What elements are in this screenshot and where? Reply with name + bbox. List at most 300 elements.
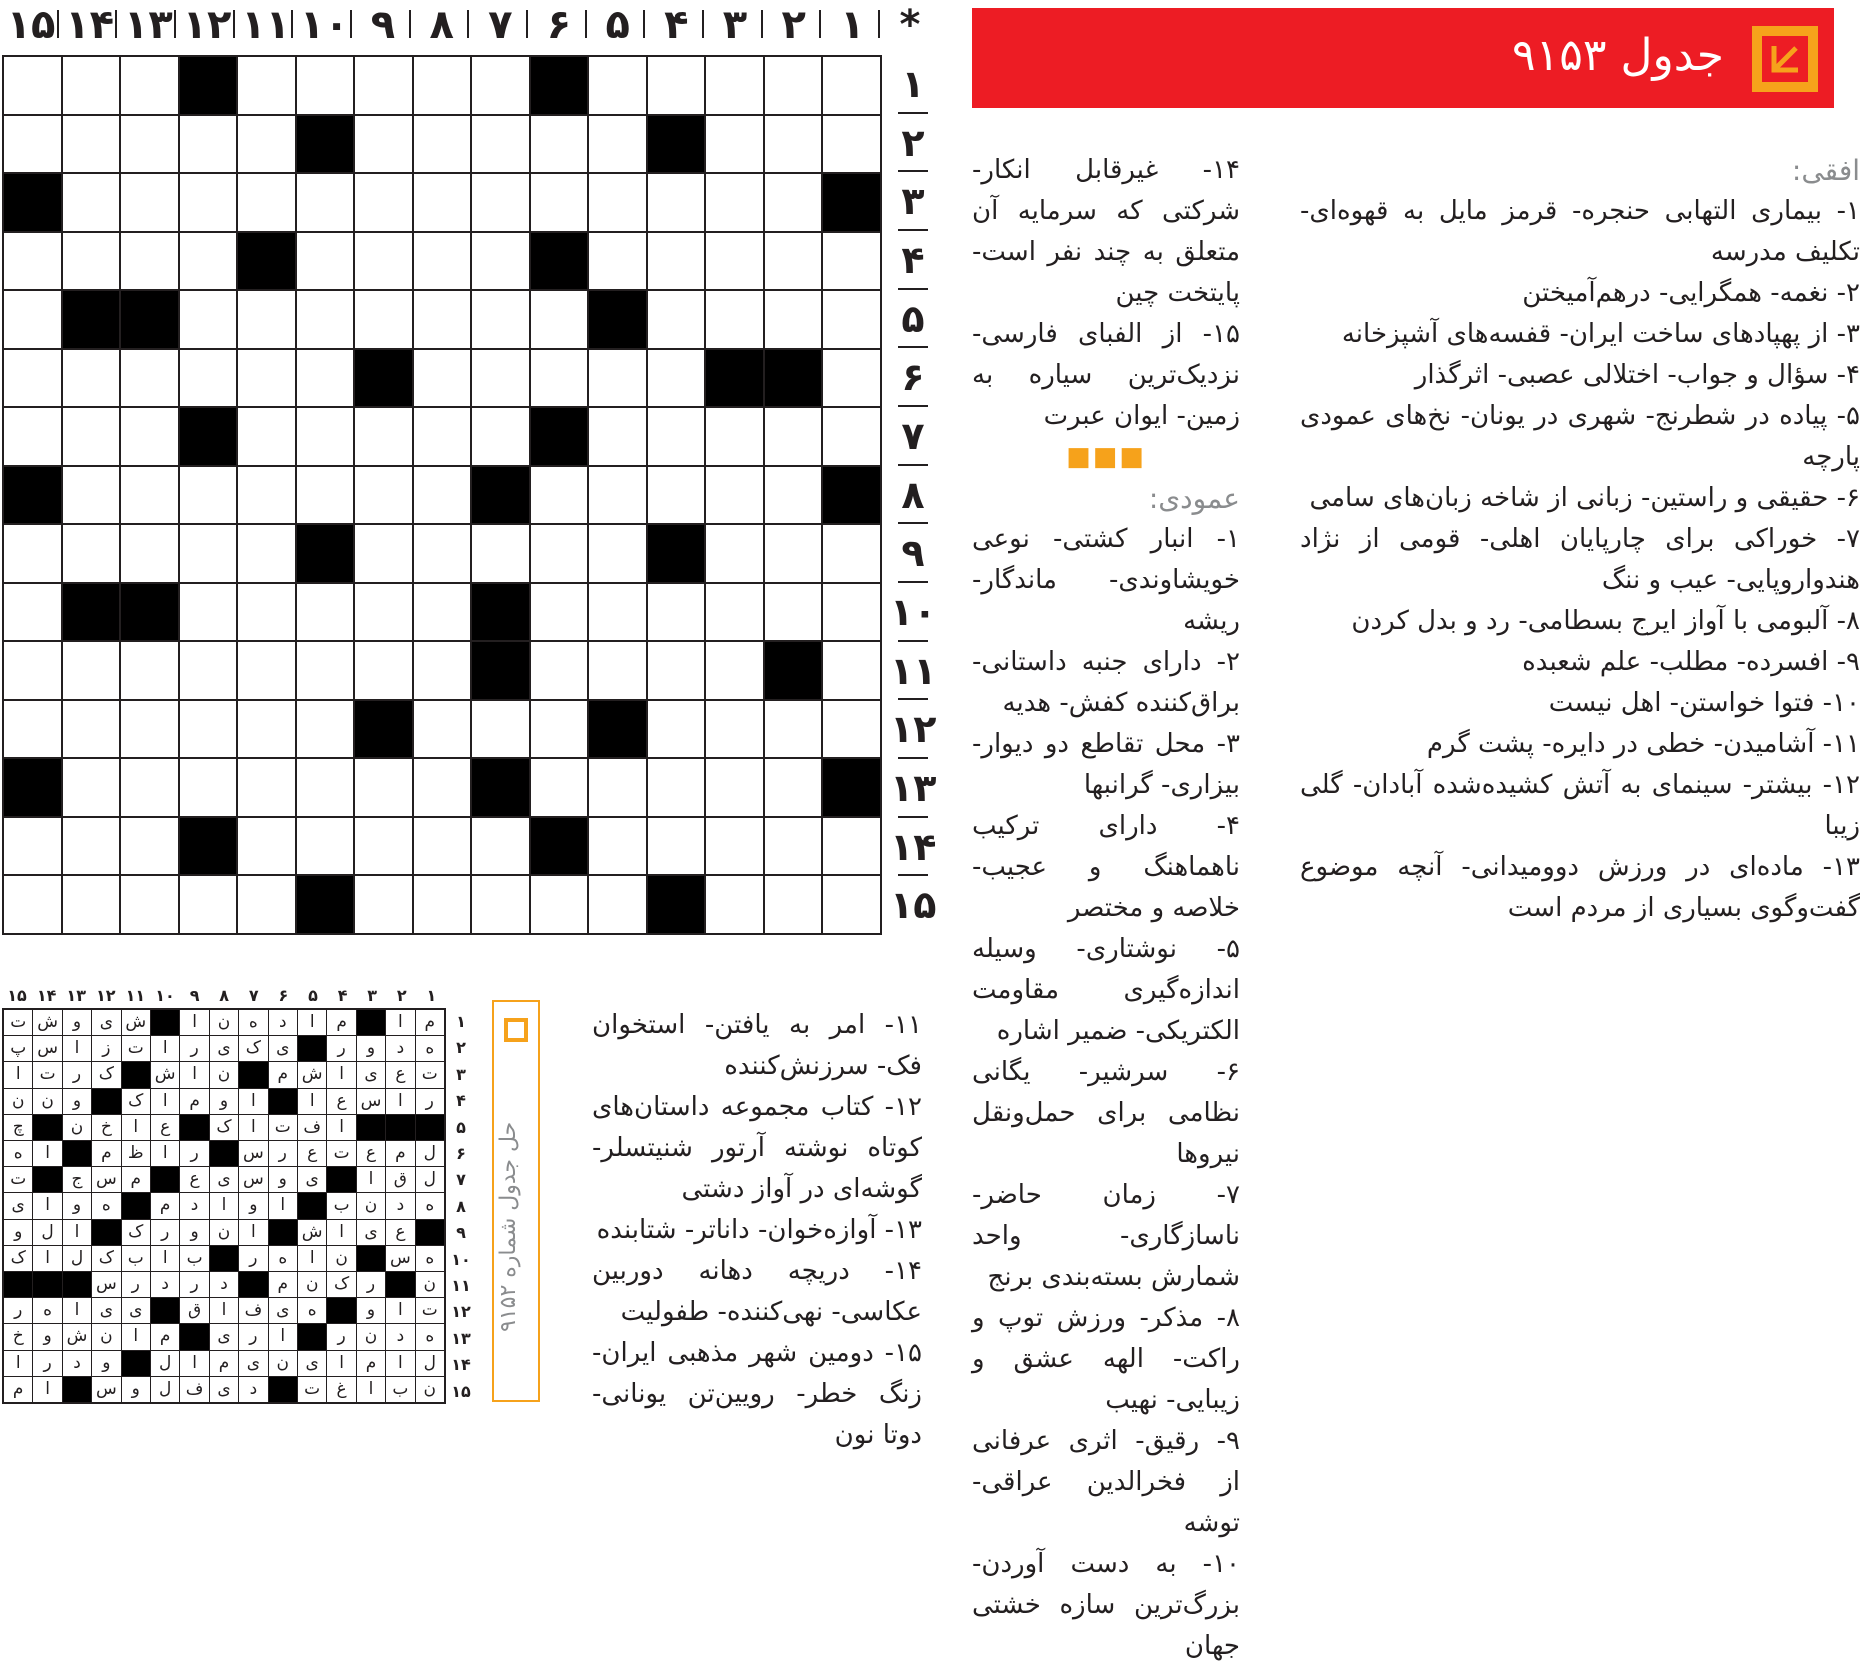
grid-cell[interactable] [121,818,178,875]
grid-cell[interactable] [4,876,61,933]
solution-cell: ک [4,1246,32,1271]
solution-cell: م [210,1351,238,1376]
grid-cell[interactable] [589,408,646,465]
grid-cell[interactable] [355,818,412,875]
grid-cell[interactable] [472,408,529,465]
grid-cell[interactable] [414,174,471,231]
grid-cell[interactable] [238,116,295,173]
solution-cell: پ [4,1036,32,1061]
grid-cell[interactable] [355,174,412,231]
grid-cell[interactable] [589,525,646,582]
solution-cell: ر [327,1036,355,1061]
solution-cell: ی [92,1010,120,1035]
grid-cell[interactable] [472,876,529,933]
solution-cell: ن [357,1193,385,1218]
grid-cell[interactable] [355,57,412,114]
grid-cell[interactable] [414,116,471,173]
grid-cell[interactable] [765,291,822,348]
solution-black-cell [63,1272,91,1297]
solution-cell: د [386,1324,414,1349]
grid-cell[interactable] [180,759,237,816]
grid-cell[interactable] [472,350,529,407]
grid-cell[interactable] [706,467,763,524]
grid-cell[interactable] [531,759,588,816]
solution-row-number: ۴ [456,1091,466,1111]
grid-cell[interactable] [180,467,237,524]
solution-column-number: ۶ [278,986,289,1005]
grid-cell[interactable] [706,642,763,699]
grid-cell[interactable] [765,233,822,290]
grid-cell[interactable] [648,467,705,524]
grid-cell[interactable] [414,818,471,875]
grid-cell[interactable] [589,584,646,641]
solution-cell: ب [386,1377,414,1402]
solution-cell: ی [269,1036,297,1061]
grid-cell[interactable] [648,701,705,758]
grid-cell[interactable] [414,642,471,699]
grid-cell[interactable] [121,116,178,173]
grid-cell[interactable] [414,759,471,816]
solution-cell: ه [416,1036,444,1061]
solution-row-number: ۸ [456,1196,466,1216]
grid-cell[interactable] [297,291,354,348]
grid-cell[interactable] [706,701,763,758]
row-number: ۸ [901,472,925,517]
solution-cell: ت [269,1115,297,1140]
solution-row-number: ۱۳ [451,1328,471,1348]
grid-cell[interactable] [355,525,412,582]
grid-cell[interactable] [4,818,61,875]
column-number: ۱۱ [241,2,291,48]
grid-cell[interactable] [823,233,880,290]
solution-cell: ه [239,1010,267,1035]
grid-cell[interactable] [121,759,178,816]
grid-cell[interactable] [414,233,471,290]
grid-cell[interactable] [63,467,120,524]
grid-cell[interactable] [121,57,178,114]
row-number: ۱۱ [890,648,937,693]
row-number: ۶ [901,355,925,400]
grid-cell[interactable] [238,759,295,816]
grid-cell[interactable] [297,350,354,407]
solution-cell: ک [239,1036,267,1061]
grid-cell[interactable] [238,57,295,114]
grid-cell[interactable] [63,525,120,582]
grid-cell[interactable] [414,876,471,933]
solution-cell: ش [63,1324,91,1349]
grid-cell[interactable] [297,467,354,524]
solution-cell: س [92,1377,120,1402]
solution-cell: ا [327,1351,355,1376]
grid-cell[interactable] [180,291,237,348]
grid-cell[interactable] [63,759,120,816]
grid-cell[interactable] [589,57,646,114]
grid-cell[interactable] [180,876,237,933]
grid-cell[interactable] [355,584,412,641]
clue-item: ۵- نوشتاری- وسیله اندازه‌گیری مقاومت الکتریکی- ضمیر اشاره [972,934,1240,1046]
solution-cell: ر [180,1272,208,1297]
grid-cell[interactable] [63,701,120,758]
grid-cell[interactable] [297,818,354,875]
grid-cell[interactable] [648,291,705,348]
solution-cell: ا [298,1089,326,1114]
grid-cell[interactable] [238,291,295,348]
solution-cell: ن [210,1062,238,1087]
grid-cell[interactable] [355,876,412,933]
grid-cell[interactable] [765,876,822,933]
grid-cell[interactable] [648,233,705,290]
solution-black-cell [298,1324,326,1349]
grid-cell[interactable] [414,408,471,465]
solution-cell: ی [122,1298,150,1323]
grid-cell[interactable] [4,233,61,290]
grid-cell[interactable] [589,759,646,816]
grid-cell[interactable] [180,233,237,290]
solution-black-cell [269,1089,297,1114]
row-separator [898,874,928,876]
solution-black-cell [298,1036,326,1061]
solution-cell: ن [269,1351,297,1376]
grid-cell[interactable] [63,408,120,465]
grid-cell[interactable] [589,116,646,173]
grid-cell[interactable] [765,467,822,524]
grid-cell[interactable] [589,350,646,407]
column-separator [57,10,59,38]
grid-cell[interactable] [765,818,822,875]
solution-cell: ک [210,1115,238,1140]
grid-cell[interactable] [589,233,646,290]
grid-cell[interactable] [765,701,822,758]
grid-cell[interactable] [121,233,178,290]
grid-cell[interactable] [823,291,880,348]
row-separator [898,581,928,583]
black-cell [823,467,880,524]
solution-column-number: ۲ [396,986,407,1005]
grid-cell[interactable] [765,57,822,114]
grid-cell[interactable] [765,584,822,641]
grid-cell[interactable] [238,818,295,875]
grid-cell[interactable] [297,233,354,290]
grid-cell[interactable] [238,350,295,407]
column-number: ۹ [370,2,396,48]
grid-cell[interactable] [121,350,178,407]
black-cell [706,350,763,407]
horizontal-title: افقی: [1791,154,1860,187]
column-separator [467,10,469,38]
black-cell [531,233,588,290]
grid-cell[interactable] [823,701,880,758]
solution-cell: م [269,1062,297,1087]
clue-item: ۷- خوراکی برای چارپایان اهلی- قومی از نژاد هندواروپایی- عیب و ننگ [1300,524,1860,595]
grid-cell[interactable] [823,642,880,699]
grid-cell[interactable] [297,174,354,231]
solution-cell: و [357,1036,385,1061]
row-separator [898,405,928,407]
grid-cell[interactable] [297,701,354,758]
solution-column-number: ۷ [248,986,259,1005]
grid-cell[interactable] [355,467,412,524]
grid-cell[interactable] [531,291,588,348]
row-number: ۳ [901,179,925,224]
grid-cell[interactable] [355,408,412,465]
grid-cell[interactable] [531,350,588,407]
grid-cell[interactable] [648,818,705,875]
grid-cell[interactable] [648,174,705,231]
column-number: ۱۳ [123,2,173,48]
grid-cell[interactable] [63,174,120,231]
column-number: ۱ [840,2,865,48]
solution-cell: ر [269,1141,297,1166]
grid-cell[interactable] [823,818,880,875]
grid-cell[interactable] [355,642,412,699]
grid-cell[interactable] [589,642,646,699]
solution-cell: ش [122,1010,150,1035]
grid-cell[interactable] [238,174,295,231]
grid-cell[interactable] [531,116,588,173]
black-cell [589,291,646,348]
grid-cell[interactable] [531,876,588,933]
solution-cell: م [416,1010,444,1035]
solution-cell: م [4,1377,32,1402]
solution-black-cell [122,1351,150,1376]
solution-black-cell [269,1377,297,1402]
grid-cell[interactable] [238,584,295,641]
grid-cell[interactable] [531,701,588,758]
grid-cell[interactable] [355,291,412,348]
grid-cell[interactable] [472,701,529,758]
grid-cell[interactable] [589,876,646,933]
grid-cell[interactable] [63,116,120,173]
grid-cell[interactable] [648,350,705,407]
solution-cell: ا [180,1351,208,1376]
grid-cell[interactable] [765,759,822,816]
grid-cell[interactable] [297,57,354,114]
grid-cell[interactable] [4,642,61,699]
grid-cell[interactable] [472,116,529,173]
vertical-title: عمودی: [1148,482,1240,515]
grid-cell[interactable] [238,876,295,933]
grid-cell[interactable] [180,701,237,758]
grid-cell[interactable] [180,174,237,231]
grid-cell[interactable] [648,759,705,816]
grid-cell[interactable] [63,818,120,875]
grid-cell[interactable] [355,116,412,173]
solution-cell: م [151,1193,179,1218]
solution-cell: و [33,1324,61,1349]
grid-cell[interactable] [706,291,763,348]
grid-cell[interactable] [706,876,763,933]
grid-cell[interactable] [121,467,178,524]
grid-cell[interactable] [648,584,705,641]
grid-cell[interactable] [4,350,61,407]
solution-cell: ه [269,1246,297,1271]
grid-cell[interactable] [472,818,529,875]
grid-cell[interactable] [4,408,61,465]
grid-cell[interactable] [706,525,763,582]
grid-cell[interactable] [4,291,61,348]
clue-item: ۱۴- دریچه دهانه دوربین عکاسی- نهی‌کننده- طفولیت [592,1256,922,1327]
grid-cell[interactable] [472,174,529,231]
solution-title-box [492,1000,540,1402]
grid-cell[interactable] [297,584,354,641]
row-number: ۹ [901,531,925,576]
solution-cell: ا [239,1115,267,1140]
grid-cell[interactable] [706,584,763,641]
arrow-icon [1762,36,1808,82]
grid-cell[interactable] [63,350,120,407]
grid-cell[interactable] [648,57,705,114]
solution-title: حل جدول شماره ۹۱۵۲ [496,1121,521,1333]
grid-cell[interactable] [531,174,588,231]
solution-black-cell [33,1115,61,1140]
grid-cell[interactable] [531,525,588,582]
column-number: ۸ [429,2,454,48]
grid-cell[interactable] [648,408,705,465]
solution-black-cell [386,1272,414,1297]
solution-row-number: ۵ [456,1117,466,1137]
grid-cell[interactable] [472,291,529,348]
grid-cell[interactable] [472,525,529,582]
grid-cell[interactable] [765,116,822,173]
grid-cell[interactable] [648,642,705,699]
grid-cell[interactable] [765,408,822,465]
grid-cell[interactable] [121,642,178,699]
row-separator [898,464,928,466]
grid-cell[interactable] [414,57,471,114]
solution-black-cell [92,1089,120,1114]
grid-cell[interactable] [706,818,763,875]
grid-cell[interactable] [823,116,880,173]
logo-icon [504,1018,528,1042]
grid-cell[interactable] [706,759,763,816]
grid-cell[interactable] [706,233,763,290]
black-cell [297,116,354,173]
solution-cell: ی [298,1167,326,1192]
grid-cell[interactable] [121,525,178,582]
grid-cell[interactable] [121,701,178,758]
solution-cell: خ [92,1115,120,1140]
grid-cell[interactable] [180,525,237,582]
grid-cell[interactable] [121,408,178,465]
solution-cell: ز [92,1036,120,1061]
row-number: ۴ [901,238,925,282]
grid-cell[interactable] [472,233,529,290]
grid-cell[interactable] [823,584,880,641]
solution-cell: ا [298,1010,326,1035]
grid-cell[interactable] [414,467,471,524]
grid-cell[interactable] [297,642,354,699]
grid-cell[interactable] [297,759,354,816]
solution-column-number: ۹ [189,986,200,1005]
solution-black-cell [122,1193,150,1218]
column-number: ۷ [488,2,513,48]
grid-cell[interactable] [765,174,822,231]
solution-cell: ا [386,1351,414,1376]
grid-cell[interactable] [355,759,412,816]
grid-cell[interactable] [63,57,120,114]
clue-item: ۱۳- ماده‌ای در ورزش دوومیدانی- آنچه موضوع گفت‌و‌گوی بسیاری از مردم است [1300,852,1860,923]
solution-cell: ل [63,1246,91,1271]
grid-cell[interactable] [823,525,880,582]
grid-cell[interactable] [4,584,61,641]
grid-cell[interactable] [63,233,120,290]
grid-cell[interactable] [414,584,471,641]
grid-cell[interactable] [706,174,763,231]
grid-cell[interactable] [706,57,763,114]
grid-cell[interactable] [706,408,763,465]
grid-cell[interactable] [238,642,295,699]
grid-cell[interactable] [238,467,295,524]
grid-cell[interactable] [589,174,646,231]
solution-cell: ف [180,1377,208,1402]
solution-cell: ع [386,1220,414,1245]
grid-cell[interactable] [589,467,646,524]
column-number: ۳ [722,2,748,48]
grid-cell[interactable] [823,57,880,114]
crossword-grid[interactable] [2,55,882,935]
grid-cell[interactable] [414,701,471,758]
clue-item: ۴- سؤال و جواب- اختلالی عصبی- اثرگذار [1414,360,1860,390]
solution-cell: ا [210,1193,238,1218]
grid-cell[interactable] [4,701,61,758]
grid-cell[interactable] [531,584,588,641]
solution-black-cell [151,1298,179,1323]
grid-cell[interactable] [238,408,295,465]
grid-cell[interactable] [63,642,120,699]
grid-cell[interactable] [823,876,880,933]
grid-cell[interactable] [180,116,237,173]
grid-cell[interactable] [238,701,295,758]
grid-cell[interactable] [63,876,120,933]
grid-cell[interactable] [414,291,471,348]
black-cell [531,57,588,114]
grid-cell[interactable] [531,642,588,699]
column-number: ۴ [664,2,689,48]
solution-cell: م [386,1141,414,1166]
grid-cell[interactable] [414,525,471,582]
solution-cell: ا [210,1298,238,1323]
grid-cell[interactable] [180,350,237,407]
grid-cell[interactable] [823,350,880,407]
black-cell [765,350,822,407]
clue-item: ۳- محل تقاطع دو دیوار- بیزاری- گرانبها [972,729,1240,800]
grid-cell[interactable] [765,525,822,582]
column-number: ۱۵ [6,2,56,48]
solution-cell: ن [210,1010,238,1035]
grid-cell[interactable] [180,642,237,699]
grid-cell[interactable] [4,116,61,173]
grid-cell[interactable] [121,174,178,231]
row-separator [898,346,928,348]
grid-cell[interactable] [414,350,471,407]
grid-cell[interactable] [238,525,295,582]
solution-black-cell [416,1220,444,1245]
grid-cell[interactable] [355,233,412,290]
grid-cell[interactable] [823,408,880,465]
grid-cell[interactable] [297,408,354,465]
grid-cell[interactable] [531,467,588,524]
column-separator [115,10,117,38]
grid-cell[interactable] [180,584,237,641]
grid-cell[interactable] [121,876,178,933]
black-cell [589,701,646,758]
grid-cell[interactable] [4,57,61,114]
grid-cell[interactable] [4,525,61,582]
grid-cell[interactable] [589,818,646,875]
clue-item: ۶- سرشیر- یگانی نظامی برای حمل‌ونقل نیروها [972,1057,1240,1169]
grid-cell[interactable] [706,116,763,173]
grid-cell[interactable] [472,57,529,114]
